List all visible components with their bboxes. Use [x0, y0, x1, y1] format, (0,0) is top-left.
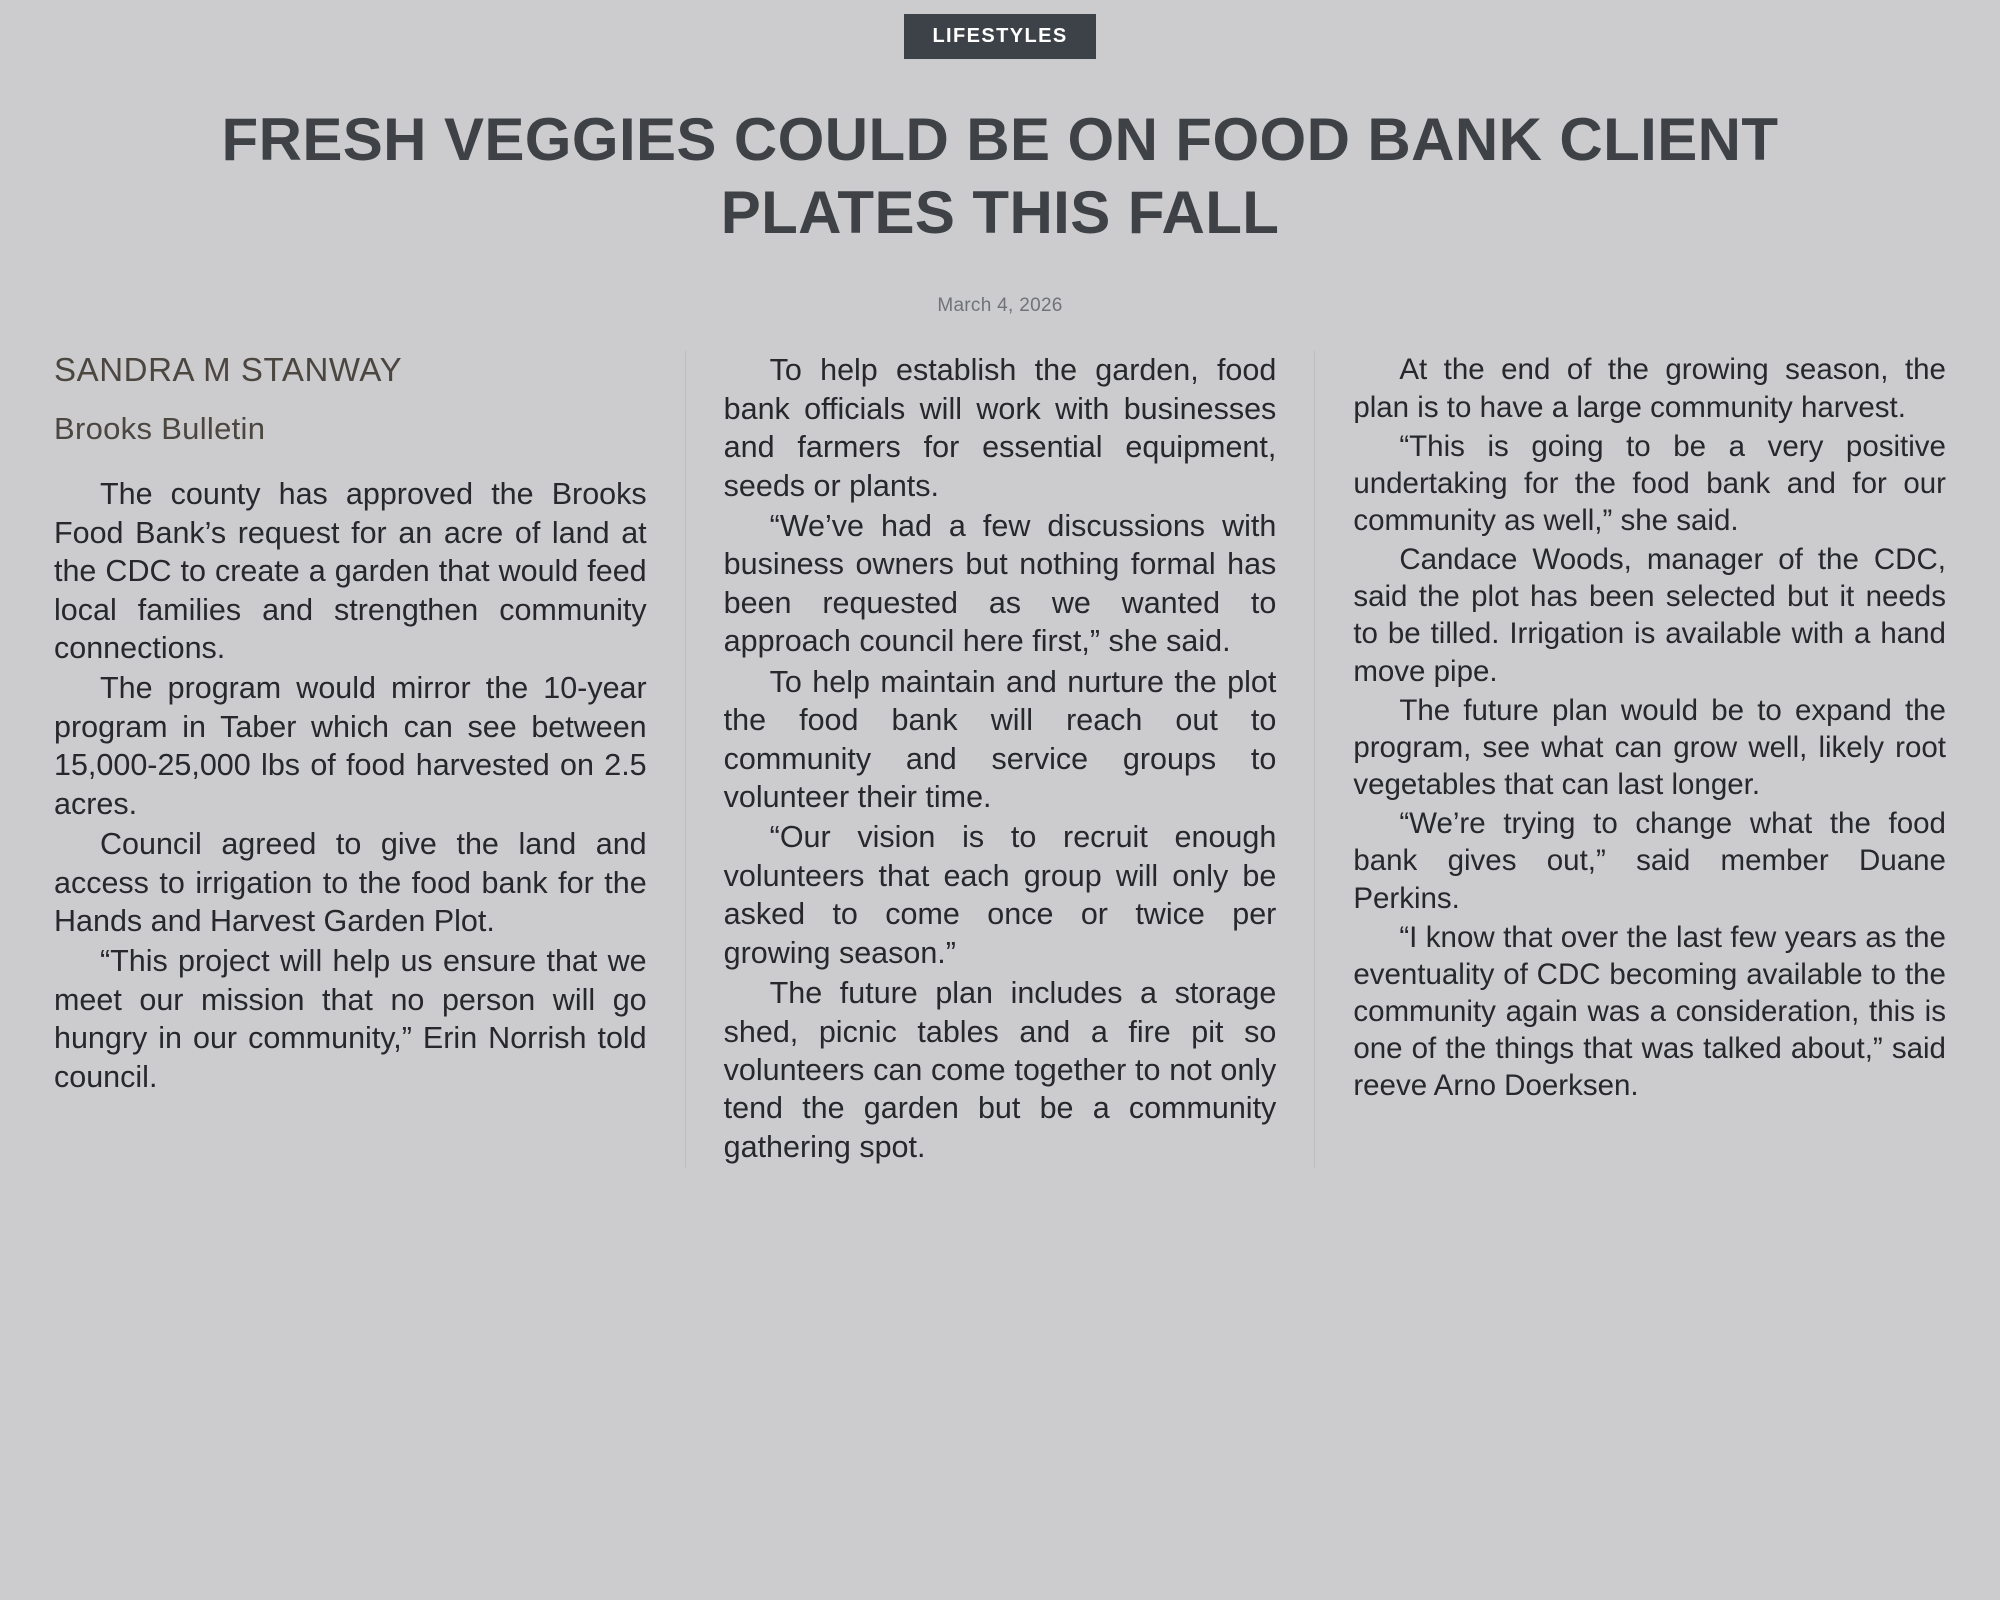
- paragraph: “We’re trying to change what the food bank gives out,” said member Duane Perkins.: [1353, 807, 1946, 915]
- article-columns: [40, 351, 1960, 1168]
- byline-publication: Brooks Bulletin: [54, 411, 266, 447]
- paragraph: To help establish the garden, food bank officials will work with businesses and farmers for essential equipment, seeds or plants.: [723, 353, 1277, 503]
- page-title: FRESH VEGGIES COULD BE ON FOOD BANK CLIENT PLATES THIS FALL: [221, 106, 1779, 247]
- paragraph: “This is going to be a very positive undertaking for the food bank and for our community as well,” she said.: [1353, 429, 1946, 537]
- article-column-3: [1315, 351, 1946, 1168]
- paragraph: The county has approved the Brooks Food Bank’s request for an acre of land at the CDC to create a garden that would feed local families and strengthen community connections.: [54, 477, 647, 666]
- paragraph: “Our vision is to recruit enough volunteers that each group will only be asked to come once or twice per growing season.”: [723, 820, 1277, 970]
- paragraph: Council agreed to give the land and access to irrigation to the food bank for the Hands and Harvest Garden Plot.: [54, 827, 647, 939]
- byline-author: SANDRA M STANWAY: [54, 351, 403, 389]
- paragraph: Candace Woods, manager of the CDC, said the plot has been selected but it needs to be tilled. Irrigation is available with a hand move pipe.: [1353, 543, 1946, 688]
- paragraph: The future plan would be to expand the program, see what can grow well, likely root vegetables that can last longer.: [1353, 693, 1946, 802]
- category-badge-container: [40, 0, 1960, 59]
- paragraph: “I know that over the last few years as the eventuality of CDC becoming available to the community again was a consideration, this is one of the things that was talked about,” said reeve Arno Doerksen.: [1353, 920, 1946, 1103]
- article-column-2: [685, 351, 1316, 1168]
- article-column-1: [54, 351, 685, 1168]
- paragraph: To help maintain and nurture the plot the food bank will reach out to community and service groups to volunteer their time.: [723, 664, 1277, 815]
- paragraph: “We’ve had a few discussions with business owners but nothing formal has been requested as we wanted to approach council here first,” she said.: [723, 509, 1277, 659]
- paragraph: “This project will help us ensure that we meet our mission that no person will go hungry in our community,” Erin Norrish told council.: [54, 944, 647, 1094]
- category-badge[interactable]: LIFESTYLES: [904, 14, 1095, 59]
- paragraph: The future plan includes a storage shed, picnic tables and a fire pit so volunteers can come together to not only tend the garden but be a community gathering spot.: [723, 976, 1277, 1164]
- paragraph: The program would mirror the 10-year program in Taber which can see between 15,000-25,000 lbs of food harvested on 2.5 acres.: [54, 671, 647, 821]
- paragraph: At the end of the growing season, the plan is to have a large community harvest.: [1353, 353, 1946, 424]
- publication-date: March 4, 2026: [937, 295, 1063, 317]
